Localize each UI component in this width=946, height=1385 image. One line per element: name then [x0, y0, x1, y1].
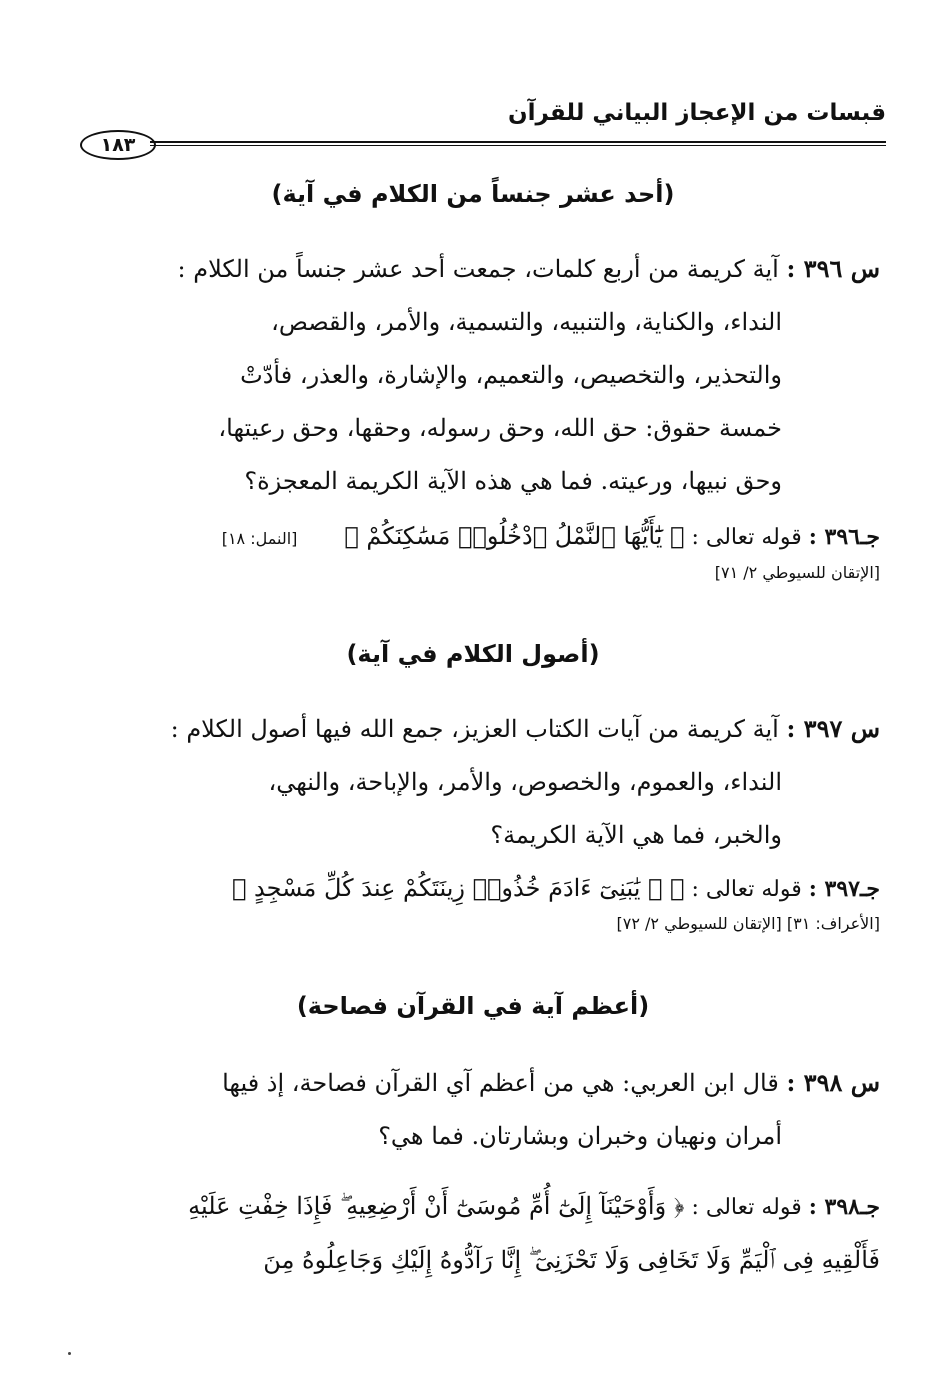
answer-block [80, 1180, 880, 1286]
answer-block [80, 868, 880, 938]
print-speck [68, 1352, 71, 1355]
answer-intro: قوله تعالى : [691, 1195, 802, 1220]
quran-verse: ﴿ ۞ يَٰبَنِىٓ ءَادَمَ خُذُوا۟ زِينَتَكُمْ عِندَ كُلِّ مَسْجِدٍ ﴾ [231, 874, 685, 902]
answer-label: جـ٣٩٨ : [808, 1194, 880, 1220]
quran-verse-line: فَأَلْقِيهِ فِى ٱلْيَمِّ وَلَا تَخَافِى وَلَا تَحْزَنِىٓ ۖ إِنَّا رَآدُّوهُ إِلَيْكِ وَجَاعِلُوهُ مِنَ [263, 1246, 880, 1274]
header-rule [150, 141, 886, 146]
question-line: آية كريمة من أربع كلمات، جمعت أحد عشر جنساً من الكلام : [177, 255, 779, 283]
quran-verse: ﴿ يَٰٓأَيُّهَا ٱلنَّمْلُ ٱدْخُلُوا۟ مَسَٰكِنَكُمْ ﴾ [344, 522, 685, 550]
answer-intro: قوله تعالى : [691, 525, 802, 550]
question-block [80, 242, 880, 508]
surah-reference: [النمل: ١٨] [221, 529, 298, 548]
quran-verse-line: ﴿ وَأَوْحَيْنَآ إِلَىٰٓ أُمِّ مُوسَىٰٓ أَنْ أَرْضِعِيهِ ۖ فَإِذَا خِفْتِ عَلَيْهِ [188, 1192, 685, 1220]
question-block [80, 1056, 880, 1163]
question-label: س ٣٩٧ : [786, 714, 880, 743]
answer-label: جـ٣٩٦ : [808, 524, 880, 550]
section-heading: (أعظم آية في القرآن فصاحة) [296, 992, 650, 1020]
question-line: قال ابن العربي: هي من أعظم آي القرآن فصاحة، إذ فيها [222, 1069, 779, 1097]
page-number: ١٨٣ [80, 130, 156, 160]
question-line: وحق نبيها، ورعيته. فما هي هذه الآية الكريمة المعجزة؟ [244, 467, 782, 495]
source-reference: [الإتقان للسيوطي ٢/ ٧١] [714, 563, 880, 582]
question-block [80, 702, 880, 862]
source-reference: [الأعراف: ٣١] [الإتقان للسيوطي ٢/ ٧٢] [616, 914, 880, 933]
answer-label: جـ٣٩٧ : [808, 876, 880, 902]
question-line: خمسة حقوق: حق الله، وحق رسوله، وحقها، وحق رعيتها، [218, 414, 782, 442]
answer-intro: قوله تعالى : [691, 877, 802, 902]
question-line: والخبر، فما هي الآية الكريمة؟ [490, 821, 782, 849]
question-line: آية كريمة من آيات الكتاب العزيز، جمع الله فيها أصول الكلام : [170, 715, 779, 743]
section-heading: (أحد عشر جنساً من الكلام في آية) [271, 180, 675, 208]
question-line: النداء، والعموم، والخصوص، والأمر، والإباحة، والنهي، [268, 768, 782, 796]
section-heading: (أصول الكلام في آية) [346, 640, 600, 668]
question-label: س ٣٩٨ : [786, 1068, 880, 1097]
running-title: قبسات من الإعجاز البياني للقرآن [508, 100, 886, 126]
question-line: والتحذير، والتخصيص، والتعميم، والإشارة، والعذر، فأدّتْ [240, 361, 782, 389]
answer-block [80, 516, 880, 587]
question-line: أمران ونهيان وخبران وبشارتان. فما هي؟ [378, 1122, 782, 1150]
question-label: س ٣٩٦ : [786, 254, 880, 283]
question-line: النداء، والكناية، والتنبيه، والتسمية، والأمر، والقصص، [271, 308, 782, 336]
